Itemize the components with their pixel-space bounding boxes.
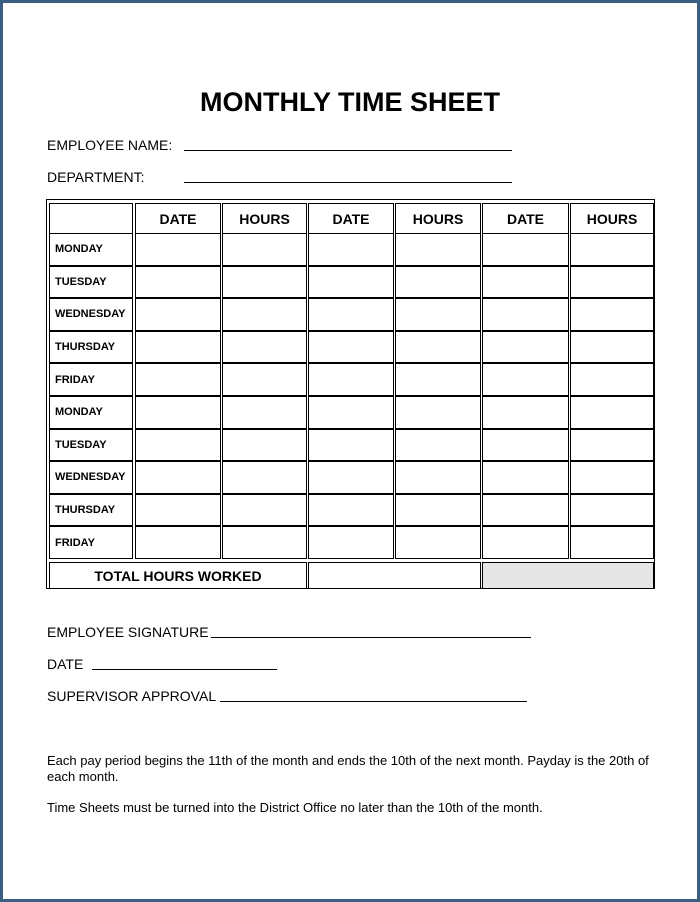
hours-cell[interactable] (570, 461, 654, 494)
total-hours-cell[interactable] (308, 562, 481, 589)
date-cell[interactable] (135, 429, 221, 462)
hours-cell[interactable] (222, 363, 307, 396)
date-cell[interactable] (135, 233, 221, 266)
column-header-date: DATE (135, 203, 221, 234)
pay-period-note: Each pay period begins the 11th of the month and ends the 10th of the next month. Payday is the 20th of each month. (47, 753, 649, 784)
hours-cell[interactable] (570, 331, 654, 364)
page-title: MONTHLY TIME SHEET (199, 87, 501, 117)
department-line[interactable] (184, 182, 512, 183)
total-hours-shaded-cell (482, 562, 654, 589)
date-label: DATE (47, 656, 84, 672)
hours-cell[interactable] (222, 494, 307, 527)
hours-cell[interactable] (395, 461, 481, 494)
supervisor-approval-line[interactable] (220, 701, 527, 702)
hours-cell[interactable] (570, 396, 654, 429)
date-cell[interactable] (482, 461, 569, 494)
column-header-hours: HOURS (395, 203, 481, 234)
hours-cell[interactable] (570, 429, 654, 462)
date-cell[interactable] (135, 494, 221, 527)
hours-cell[interactable] (570, 494, 654, 527)
header-blank-cell (49, 203, 133, 234)
date-cell[interactable] (308, 331, 394, 364)
date-cell[interactable] (308, 266, 394, 299)
date-cell[interactable] (135, 526, 221, 559)
hours-cell[interactable] (570, 363, 654, 396)
hours-cell[interactable] (395, 233, 481, 266)
day-label: TUESDAY (49, 266, 133, 299)
day-label: WEDNESDAY (49, 461, 133, 494)
hours-cell[interactable] (570, 233, 654, 266)
date-cell[interactable] (308, 298, 394, 331)
date-cell[interactable] (135, 461, 221, 494)
date-cell[interactable] (482, 363, 569, 396)
hours-cell[interactable] (222, 331, 307, 364)
hours-cell[interactable] (395, 331, 481, 364)
hours-cell[interactable] (395, 363, 481, 396)
date-cell[interactable] (135, 396, 221, 429)
date-cell[interactable] (482, 298, 569, 331)
supervisor-approval-label: SUPERVISOR APPROVAL (47, 688, 217, 704)
time-sheet-table (46, 199, 655, 589)
date-cell[interactable] (135, 266, 221, 299)
day-label: THURSDAY (49, 494, 133, 527)
column-header-hours: HOURS (222, 203, 307, 234)
department-label: DEPARTMENT: (47, 169, 145, 185)
date-cell[interactable] (135, 298, 221, 331)
date-cell[interactable] (135, 331, 221, 364)
column-header-date: DATE (308, 203, 394, 234)
date-cell[interactable] (308, 526, 394, 559)
date-cell[interactable] (482, 494, 569, 527)
date-cell[interactable] (482, 396, 569, 429)
hours-cell[interactable] (222, 266, 307, 299)
date-cell[interactable] (308, 396, 394, 429)
employee-signature-line[interactable] (211, 637, 531, 638)
employee-name-line[interactable] (184, 150, 512, 151)
day-label: WEDNESDAY (49, 298, 133, 331)
date-cell[interactable] (482, 429, 569, 462)
day-label: MONDAY (49, 233, 133, 266)
hours-cell[interactable] (222, 429, 307, 462)
date-cell[interactable] (308, 429, 394, 462)
hours-cell[interactable] (222, 461, 307, 494)
date-cell[interactable] (308, 494, 394, 527)
date-cell[interactable] (308, 461, 394, 494)
date-line[interactable] (92, 669, 277, 670)
hours-cell[interactable] (570, 526, 654, 559)
hours-cell[interactable] (570, 298, 654, 331)
date-cell[interactable] (308, 233, 394, 266)
employee-signature-label: EMPLOYEE SIGNATURE (47, 624, 209, 640)
date-cell[interactable] (482, 526, 569, 559)
hours-cell[interactable] (222, 233, 307, 266)
hours-cell[interactable] (395, 526, 481, 559)
hours-cell[interactable] (222, 526, 307, 559)
hours-cell[interactable] (395, 298, 481, 331)
day-label: THURSDAY (49, 331, 133, 364)
date-cell[interactable] (482, 233, 569, 266)
day-label: TUESDAY (49, 429, 133, 462)
deadline-note: Time Sheets must be turned into the District Office no later than the 10th of the month. (47, 800, 543, 815)
date-cell[interactable] (482, 266, 569, 299)
hours-cell[interactable] (395, 429, 481, 462)
hours-cell[interactable] (395, 494, 481, 527)
hours-cell[interactable] (570, 266, 654, 299)
hours-cell[interactable] (395, 266, 481, 299)
hours-cell[interactable] (222, 298, 307, 331)
column-header-date: DATE (482, 203, 569, 234)
employee-name-label: EMPLOYEE NAME: (47, 137, 173, 153)
column-header-hours: HOURS (570, 203, 654, 234)
day-label: FRIDAY (49, 363, 133, 396)
date-cell[interactable] (135, 363, 221, 396)
total-hours-label: TOTAL HOURS WORKED (49, 562, 307, 589)
date-cell[interactable] (482, 331, 569, 364)
hours-cell[interactable] (222, 396, 307, 429)
date-cell[interactable] (308, 363, 394, 396)
hours-cell[interactable] (395, 396, 481, 429)
day-label: MONDAY (49, 396, 133, 429)
day-label: FRIDAY (49, 526, 133, 559)
